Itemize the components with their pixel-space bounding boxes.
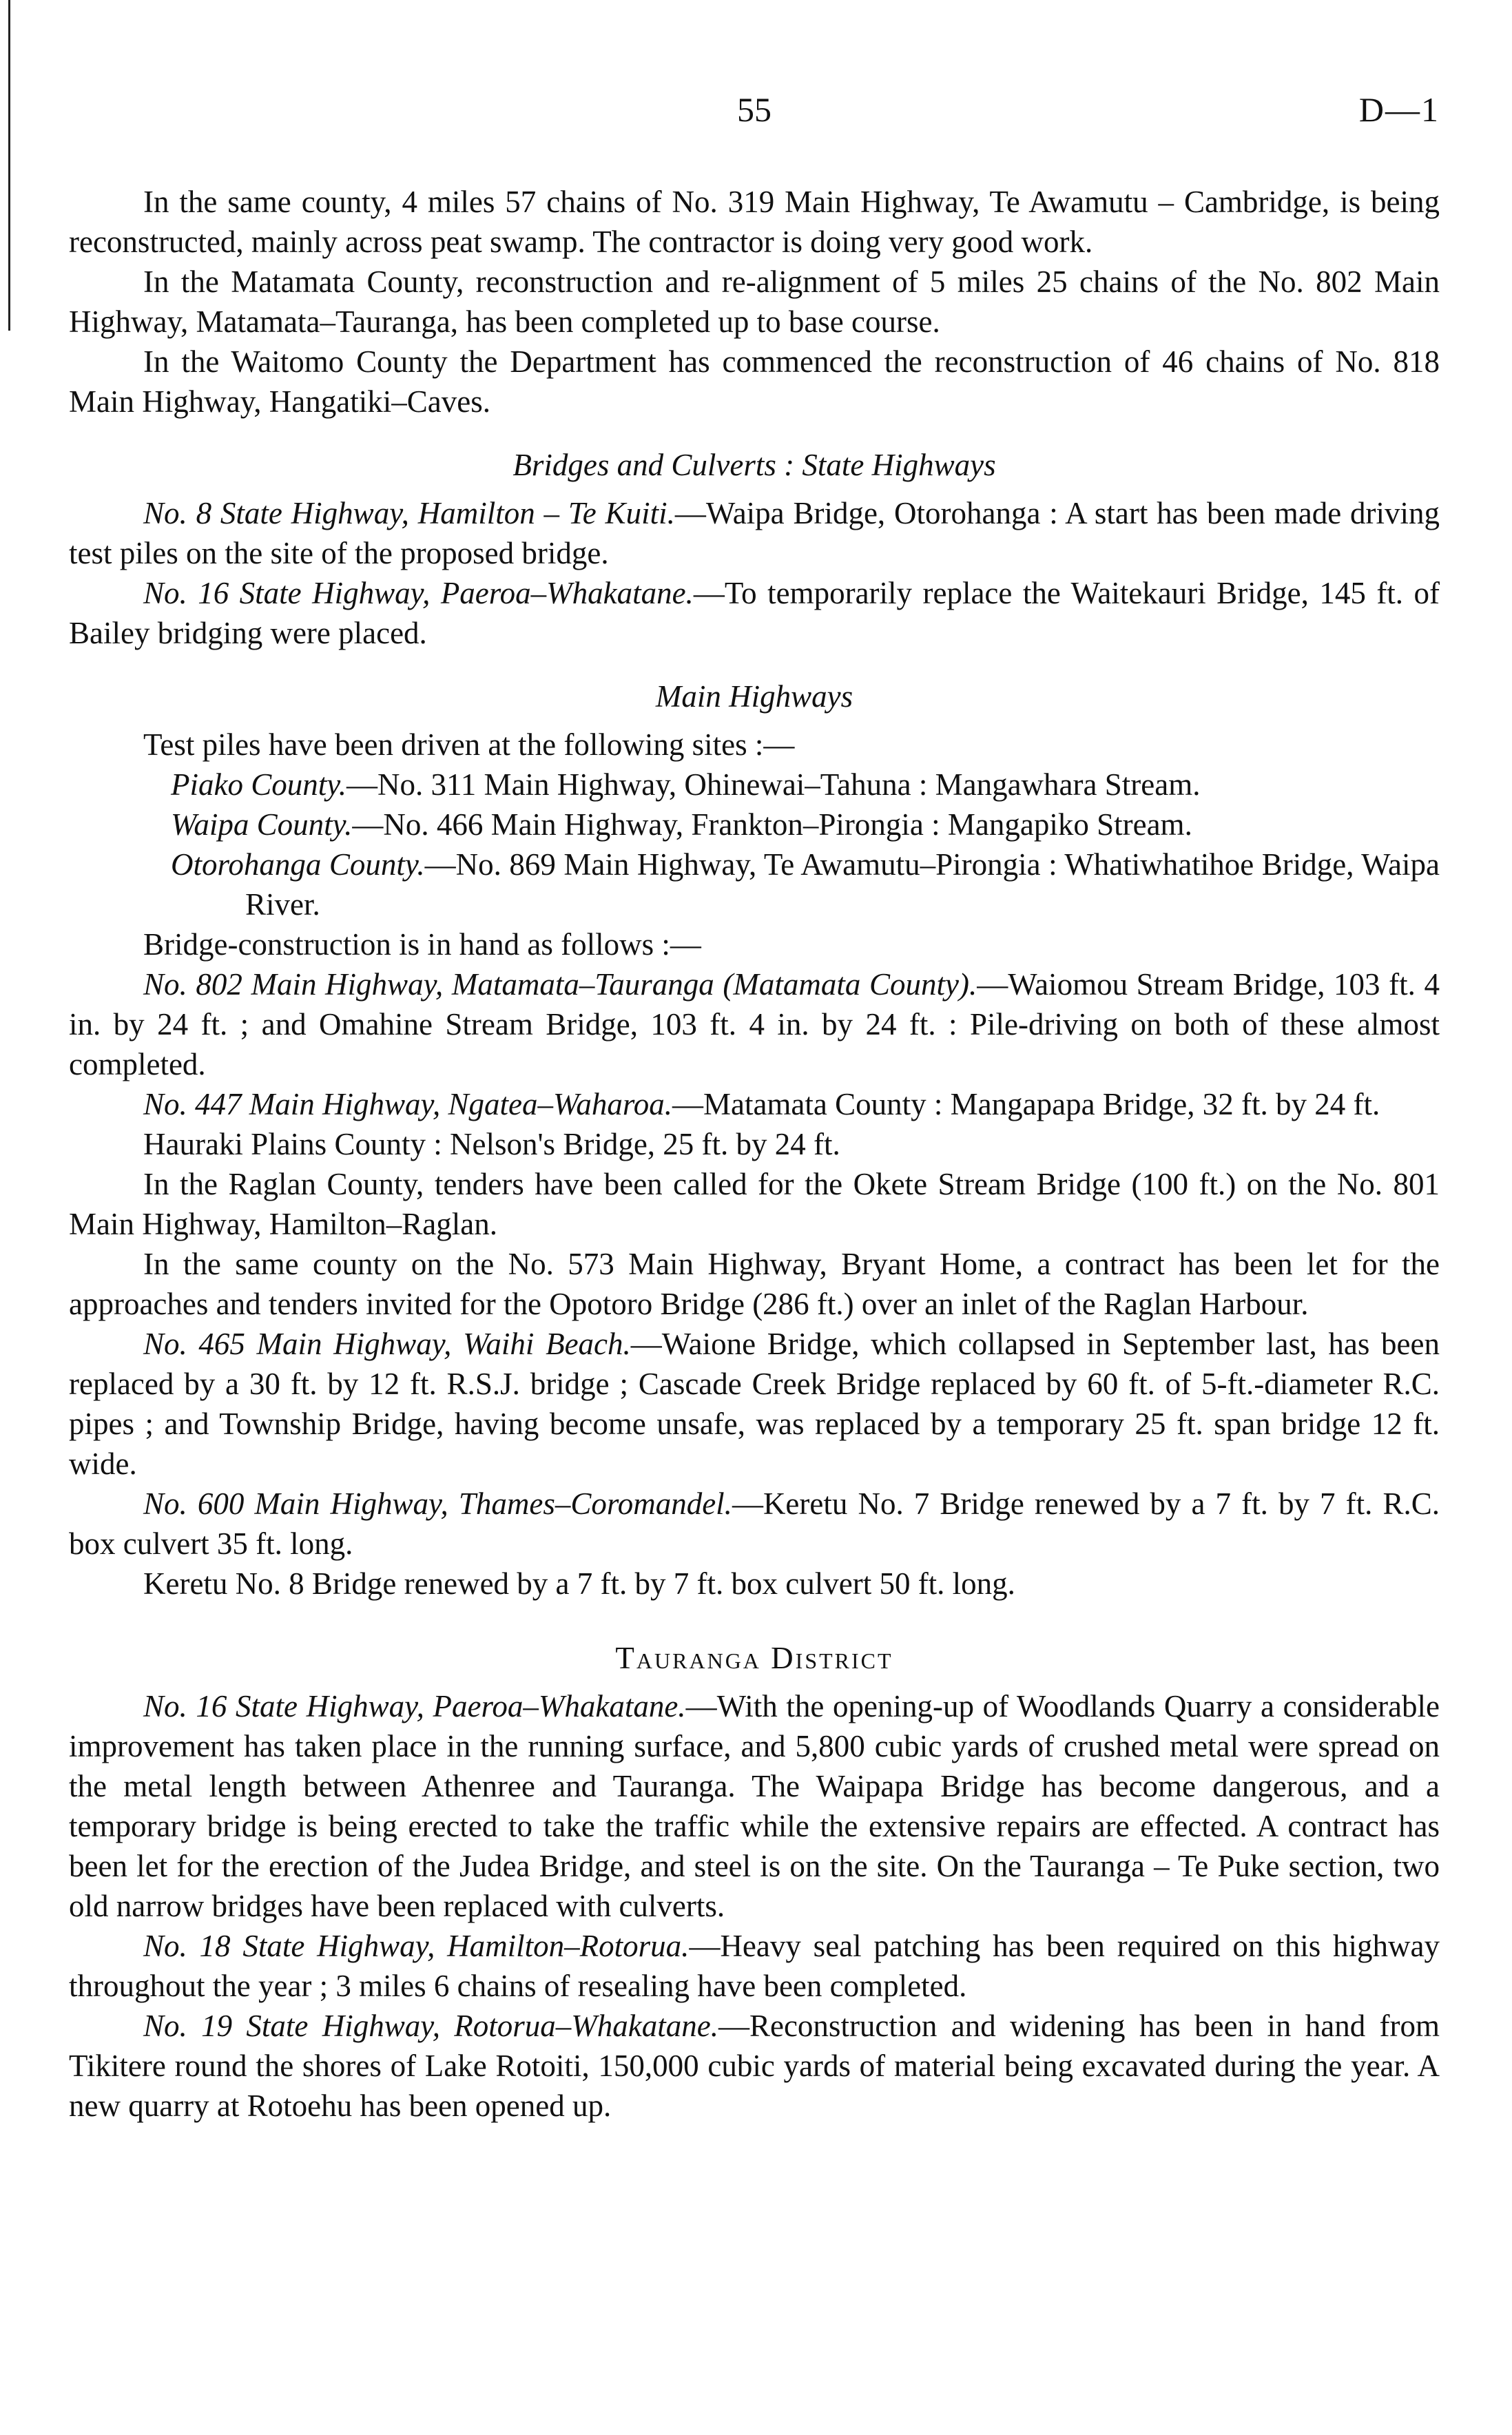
test-piles-intro: Test piles have been driven at the following sites :— xyxy=(143,727,795,762)
body-text xyxy=(69,182,1440,2126)
paragraph: In the Matamata County, reconstruction and re-alignment of 5 miles 25 chains of the No. 802 Main Highway, Matamata–Tauranga, has been completed up to base course. xyxy=(69,265,1440,339)
construction-item xyxy=(69,964,1440,1084)
item-text: —Keretu No. 7 Bridge renewed by a 7 ft. by 7 ft. R.C. box culvert 35 ft. long. xyxy=(69,1486,1440,1561)
item-lead: No. 8 State Highway, Hamilton – Te Kuiti. xyxy=(143,496,675,530)
item-text: —No. 311 Main Highway, Ohinewai–Tahuna : Mangawhara Stream. xyxy=(346,767,1201,802)
construction-item xyxy=(69,1244,1440,1324)
district-item xyxy=(69,1686,1440,1926)
item-lead: Piako County. xyxy=(171,767,346,802)
test-pile-item xyxy=(69,805,1440,845)
district-item xyxy=(69,1926,1440,2006)
item-text: —No. 869 Main Highway, Te Awamutu–Pirongia : Whatiwhatihoe Bridge, Waipa River. xyxy=(245,847,1440,922)
page-header xyxy=(69,90,1440,158)
document-reference: D—1 xyxy=(1358,90,1440,129)
construction-item xyxy=(69,1084,1440,1124)
item-lead: No. 600 Main Highway, Thames–Coromandel. xyxy=(143,1486,732,1521)
construction-item xyxy=(69,1564,1440,1604)
construction-item xyxy=(69,1164,1440,1244)
construction-item xyxy=(69,1484,1440,1564)
item-lead: Waipa County. xyxy=(171,807,353,842)
item-lead: No. 19 State Highway, Rotorua–Whakatane. xyxy=(143,2009,718,2043)
item-text: Keretu No. 8 Bridge renewed by a 7 ft. by 7 ft. box culvert 50 ft. long. xyxy=(143,1566,1015,1601)
item-lead: No. 16 State Highway, Paeroa–Whakatane. xyxy=(143,1689,686,1723)
item-wrap xyxy=(171,767,1200,802)
item-text: In the same county on the No. 573 Main Highway, Bryant Home, a contract has been let for the approaches and tenders invited for the Opotoro Bridge (286 ft.) over an inlet of the Raglan Harbour. xyxy=(69,1247,1440,1321)
item-text: —Waione Bridge, which collapsed in September last, has been replaced by a 30 ft. by 12 ft. R.S.J. bridge ; Cascade Creek Bridge replaced by 60 ft. of 5-ft.-diameter R.C. pipes ; and Township Bridge, having become unsafe, was replaced by a temporary 25 ft. span bridge 12 ft. wide. xyxy=(69,1327,1440,1481)
item-wrap xyxy=(171,847,1440,922)
section-heading-main-highways: Main Highways xyxy=(655,679,853,714)
paragraph: In the Waitomo County the Department has commenced the reconstruction of 46 chains of No. 818 Main Highway, Hangatiki–Caves. xyxy=(69,344,1440,419)
item-text: —No. 466 Main Highway, Frankton–Pirongia : Mangapiko Stream. xyxy=(352,807,1192,842)
item-lead: No. 802 Main Highway, Matamata–Tauranga (Matamata County). xyxy=(143,967,977,1002)
item-text: —Waiomou Stream Bridge, 103 ft. 4 in. by 24 ft. ; and Omahine Stream Bridge, 103 ft. 4 in. by 24 ft. : Pile-driving on both of these almost completed. xyxy=(69,967,1440,1081)
item-text: —Reconstruction and widening has been in hand from Tikitere round the shores of Lake Rotoiti, 150,000 cubic yards of material being excavated during the year. A new quarry at Rotoehu has been opened up. xyxy=(69,2009,1440,2123)
document-page xyxy=(69,90,1440,2126)
item-lead: No. 16 State Highway, Paeroa–Whakatane. xyxy=(143,576,694,610)
test-pile-item xyxy=(69,845,1440,924)
item-wrap xyxy=(171,807,1192,842)
item-text: —Heavy seal patching has been required on this highway throughout the year ; 3 miles 6 chains of resealing have been completed. xyxy=(69,1929,1440,2003)
item-text: —To temporarily replace the Waitekauri Bridge, 145 ft. of Bailey bridging were placed. xyxy=(69,576,1440,650)
item-text: —Waipa Bridge, Otorohanga : A start has been made driving test piles on the site of the proposed bridge. xyxy=(69,496,1440,570)
item-lead: No. 18 State Highway, Hamilton–Rotorua. xyxy=(143,1929,690,1963)
item-lead: No. 465 Main Highway, Waihi Beach. xyxy=(143,1327,631,1361)
page-number: 55 xyxy=(737,90,771,129)
item-lead: No. 447 Main Highway, Ngatea–Waharoa. xyxy=(143,1087,672,1121)
bridge-item xyxy=(69,573,1440,653)
item-lead: Otorohanga County. xyxy=(171,847,425,882)
bridge-item xyxy=(69,493,1440,573)
district-item xyxy=(69,2006,1440,2126)
item-text: —Matamata County : Mangapapa Bridge, 32 ft. by 24 ft. xyxy=(672,1087,1380,1121)
construction-item xyxy=(69,1124,1440,1164)
item-text: In the Raglan County, tenders have been called for the Okete Stream Bridge (100 ft.) on the No. 801 Main Highway, Hamilton–Raglan. xyxy=(69,1167,1440,1241)
page-edge-rule xyxy=(8,0,10,331)
paragraph: In the same county, 4 miles 57 chains of No. 319 Main Highway, Te Awamutu – Cambridge, is being reconstructed, mainly across peat swamp. The contractor is doing very good work. xyxy=(69,185,1440,259)
construction-item xyxy=(69,1324,1440,1484)
section-heading-tauranga-district: Tauranga District xyxy=(615,1641,893,1675)
construction-intro: Bridge-construction is in hand as follows :— xyxy=(143,927,701,962)
item-text: —With the opening-up of Woodlands Quarry a considerable improvement has taken place in the running surface, and 5,800 cubic yards of crushed metal were spread on the metal length between Athenree and Tauranga. The Waipapa Bridge has become dangerous, and a temporary bridge is being erected to take the traffic while the extensive repairs are effected. A contract has been let for the erection of the Judea Bridge, and steel is on the site. On the Tauranga – Te Puke section, two old narrow bridges have been replaced with culverts. xyxy=(69,1689,1440,1923)
section-heading-bridges-culverts: Bridges and Culverts : State Highways xyxy=(512,448,996,482)
item-text: Hauraki Plains County : Nelson's Bridge, 25 ft. by 24 ft. xyxy=(143,1127,840,1161)
test-pile-item xyxy=(69,765,1440,805)
